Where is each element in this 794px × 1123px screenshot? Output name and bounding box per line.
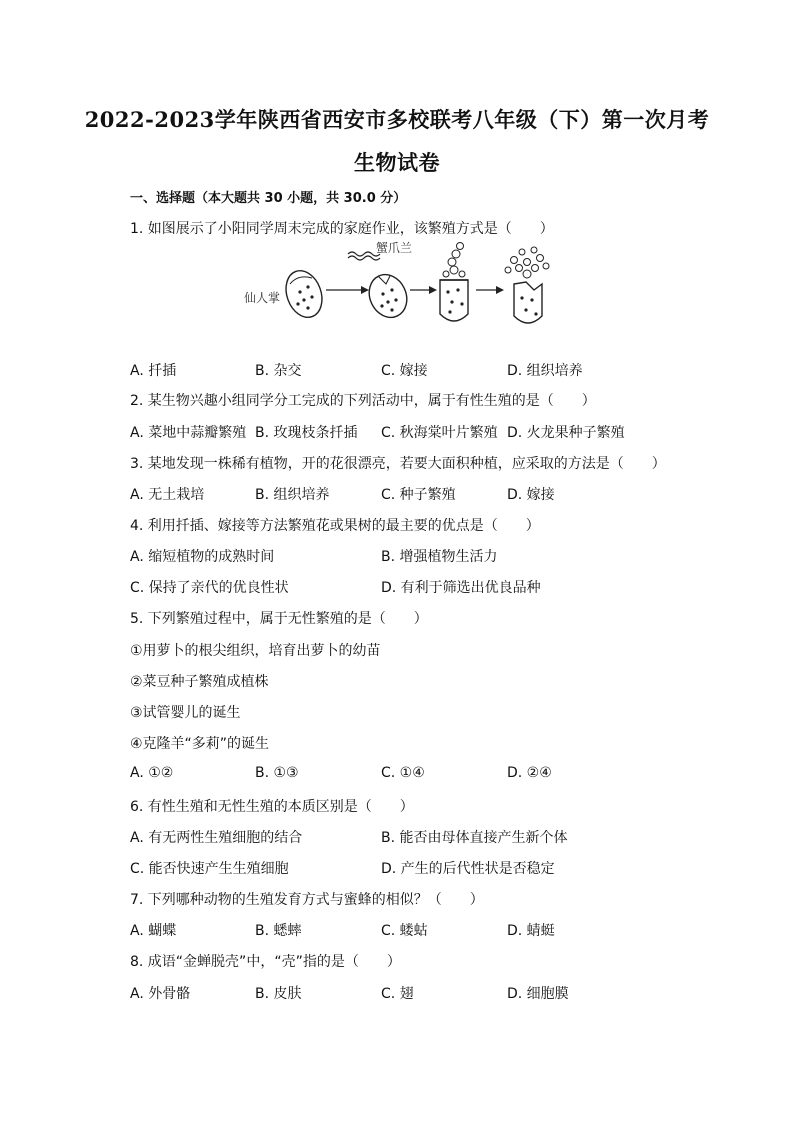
label-xianrenzhang: 仙人掌 <box>244 291 281 305</box>
q7-option-b: B. 蟋蟀 <box>255 923 302 939</box>
q5-option-b: B. ①③ <box>255 765 299 781</box>
question-3-stem: 3. 某地发现一株稀有植物，开的花很漂亮，若要大面积种植，应采取的方法是（ ） <box>130 456 666 472</box>
q8-option-a: A. 外骨骼 <box>130 986 191 1002</box>
q3-option-d: D. 嫁接 <box>507 487 555 503</box>
exam-title-line1: 2022-2023学年陕西省西安市多校联考八年级（下）第一次月考 <box>84 107 710 132</box>
question-8-stem: 8. 成语“金蝉脱壳”中，“壳”指的是（ ） <box>130 954 401 970</box>
q6-option-d: D. 产生的后代性状是否稳定 <box>381 861 555 877</box>
q7-option-d: D. 蜻蜓 <box>507 923 555 939</box>
q7-option-c: C. 蝼蛄 <box>381 923 428 939</box>
q8-option-b: B. 皮肤 <box>255 986 302 1002</box>
q6-option-b: B. 能否由母体直接产生新个体 <box>381 830 568 846</box>
q1-option-c: C. 嫁接 <box>381 363 428 379</box>
q1-option-a: A. 扦插 <box>130 363 177 379</box>
q5-option-d: D. ②④ <box>507 765 552 781</box>
q2-option-a: A. 菜地中蒜瓣繁殖 <box>130 425 247 441</box>
question-4-stem: 4. 利用扦插、嫁接等方法繁殖花或果树的最主要的优点是（ ） <box>130 518 540 534</box>
q2-option-b: B. 玫瑰枝条扦插 <box>255 425 358 441</box>
q4-option-c: C. 保持了亲代的优良性状 <box>130 580 289 596</box>
cactus-with-scion-icon <box>348 252 414 324</box>
q4-option-d: D. 有利于筛选出优良品种 <box>381 580 541 596</box>
q5-item-4: ④克隆羊“多莉”的诞生 <box>130 736 270 752</box>
section-header: 一、选择题（本大题共 30 小题，共 30.0 分） <box>130 191 407 206</box>
q8-option-d: D. 细胞膜 <box>507 986 569 1002</box>
q5-item-1: ①用萝卜的根尖组织，培育出萝卜的幼苗 <box>130 643 381 659</box>
q5-option-a: A. ①② <box>130 765 174 781</box>
q4-option-b: B. 增强植物生活力 <box>381 549 498 565</box>
arrow-icon <box>476 286 504 294</box>
q5-item-2: ②菜豆种子繁殖成植株 <box>130 674 269 690</box>
q7-option-a: A. 蝴蝶 <box>130 923 177 939</box>
question-2-stem: 2. 某生物兴趣小组同学分工完成的下列活动中，属于有性生殖的是（ ） <box>130 393 596 409</box>
grafting-diagram <box>238 240 558 332</box>
q3-option-c: C. 种子繁殖 <box>381 487 456 503</box>
question-6-stem: 6. 有性生殖和无性生殖的本质区别是（ ） <box>130 799 414 815</box>
arrow-icon <box>410 286 437 294</box>
q3-option-a: A. 无土栽培 <box>130 487 205 503</box>
q1-option-b: B. 杂交 <box>255 363 302 379</box>
question-1-stem: 1. 如图展示了小阳同学周末完成的家庭作业，该繁殖方式是（ ） <box>130 221 554 237</box>
arrow-icon <box>326 286 369 294</box>
label-xiezhuaolan: 蟹爪兰 <box>376 241 413 255</box>
grafting-diagram-svg <box>238 240 558 332</box>
q3-option-b: B. 组织培养 <box>255 487 330 503</box>
question-5-stem: 5. 下列繁殖过程中，属于无性繁殖的是（ ） <box>130 611 428 627</box>
q6-option-c: C. 能否快速产生生殖细胞 <box>130 861 289 877</box>
q6-option-a: A. 有无两性生殖细胞的结合 <box>130 830 303 846</box>
q5-option-c: C. ①④ <box>381 765 425 781</box>
cactus-pad-icon <box>280 266 328 323</box>
q2-option-d: D. 火龙果种子繁殖 <box>507 425 625 441</box>
question-7-stem: 7. 下列哪种动物的生殖发育方式与蜜蜂的相似？（ ） <box>130 892 484 908</box>
exam-title-line2: 生物试卷 <box>354 150 440 175</box>
q2-option-c: C. 秋海棠叶片繁殖 <box>381 425 498 441</box>
q4-option-a: A. 缩短植物的成熟时间 <box>130 549 275 565</box>
grafted-plant-icon <box>440 243 468 322</box>
grown-plant-icon <box>505 247 549 323</box>
q5-item-3: ③试管婴儿的诞生 <box>130 705 241 721</box>
q8-option-c: C. 翅 <box>381 986 414 1002</box>
q1-option-d: D. 组织培养 <box>507 363 583 379</box>
